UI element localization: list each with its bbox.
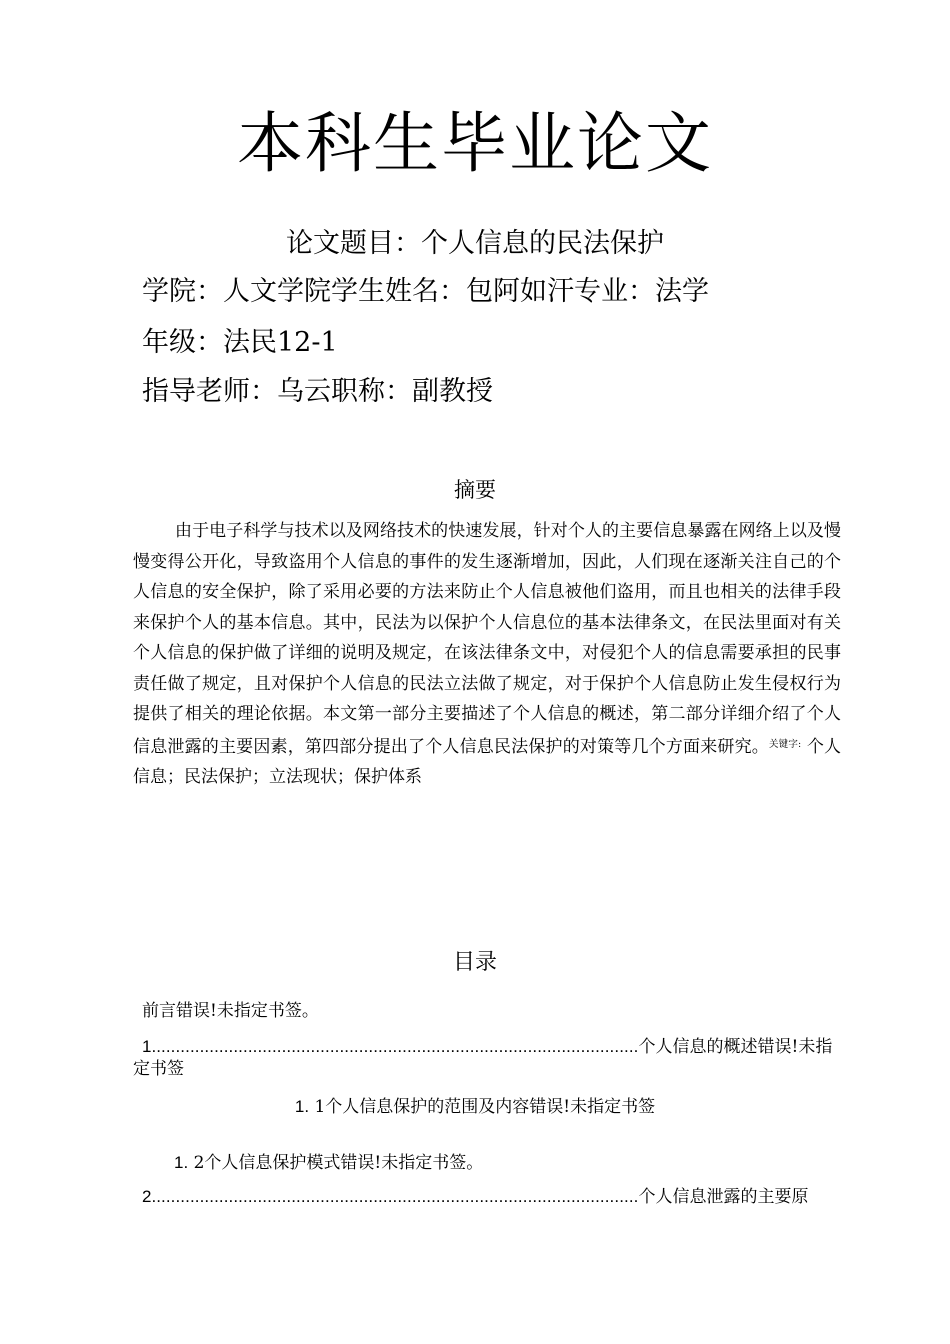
toc-number: 1. (174, 1153, 189, 1172)
college-student-major-line: 学院：人文学院学生姓名：包阿如汗专业：法学 (142, 276, 709, 307)
abstract-body (133, 516, 841, 793)
keywords-label: 关键字: (768, 738, 802, 750)
toc-number: 1. (294, 1097, 310, 1116)
toc-entry-chapter-2[interactable] (142, 1186, 842, 1208)
toc-entry-chapter-1[interactable] (133, 1036, 841, 1080)
advisor-line: 指导老师：乌云职称：副教授 (142, 376, 493, 407)
thesis-topic: 论文题目：个人信息的民法保护 (286, 228, 664, 259)
toc-number: 1. (142, 1037, 157, 1056)
toc-entry-text: 个人信息泄露的主要原 (638, 1187, 809, 1207)
toc-entry-text: 2个人信息保护模式错误!未指定书签。 (193, 1153, 484, 1173)
toc-leader-dots: .................................................................................................... (156, 1037, 639, 1056)
grade-line: 年级：法民12-1 (142, 327, 338, 358)
toc-entry-preface[interactable]: 前言错误!未指定书签。 (142, 1001, 319, 1021)
toc-entry-text: 个人信息的概述错误!未指定书签 (133, 1037, 833, 1079)
toc-heading: 目录 (452, 949, 497, 974)
abstract-heading: 摘要 (454, 479, 496, 502)
toc-entry-section-1-2[interactable] (174, 1152, 483, 1174)
thesis-title: 本科生毕业论文 (237, 105, 713, 182)
keywords-text: 个人信息；民法保护；立法现状；保护体系 (133, 736, 842, 787)
abstract-text: 由于电子科学与技术以及网络技术的快速发展，针对个人的主要信息暴露在网络上以及慢慢变得公开化，导致盗用个人信息的事件的发生逐渐增加，因此，人们现在逐渐关注自己的个人信息的安全保护，除了采用必要的方法来防止个人信息被他们盗用，而且也相关的法律手段来保护个人的基本信息。其中，民法为以保护个人信息位的基本法律条文，在民法里面对有关个人信息的保护做了详细的说明及规定，在该法律条文中，对侵犯个人的信息需要承担的民事责任做了规定，且对保护个人信息的民法立法做了规定，对于保护个人信息防止发生侵权行为提供了相关的理论依据。本文第一部分主要描述了个人信息的概述，第二部分详细介绍了个人信息泄露的主要因素，第四部分提出了个人信息民法保护的对策等几个方面来研究。 (133, 521, 841, 757)
toc-entry-section-1-1[interactable] (0, 1096, 950, 1118)
toc-entry-text: 1个人信息保护的范围及内容错误!未指定书签 (314, 1097, 656, 1117)
toc-leader-dots: .................................................................................................... (156, 1187, 639, 1206)
toc-number: 2. (142, 1187, 157, 1206)
